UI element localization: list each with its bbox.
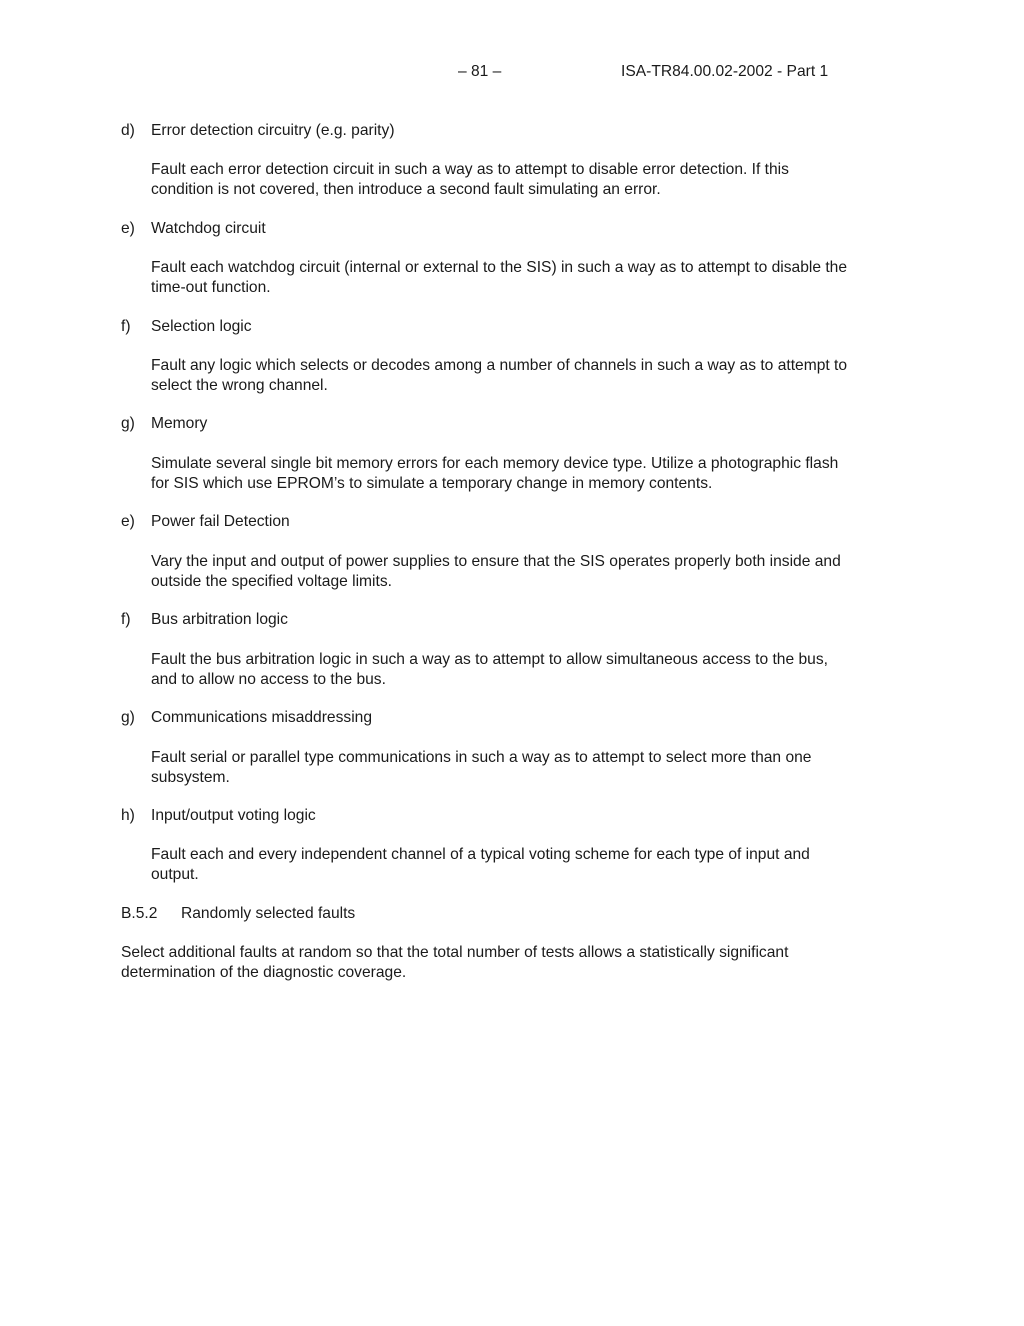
item-body-line: Fault each and every independent channel of a typical voting scheme for each type of input and xyxy=(151,846,810,863)
item-title: Error detection circuitry (e.g. parity) xyxy=(151,122,395,139)
item-body-line: Fault any logic which selects or decodes among a number of channels in such a way as to attempt to xyxy=(151,357,848,374)
item-body-line: outside the specified voltage limits. xyxy=(151,572,392,590)
item-body xyxy=(151,258,911,297)
item-label: g) xyxy=(121,709,135,726)
item-label: f) xyxy=(121,611,131,628)
item-title: Communications misaddressing xyxy=(151,709,373,726)
item-body-line: Fault each watchdog circuit (internal or external to the SIS) in such a way as to attempt to disable the xyxy=(151,259,848,276)
item-body-line: and to allow no access to the bus. xyxy=(151,670,386,688)
item-label: f) xyxy=(121,318,131,335)
item-label: e) xyxy=(121,220,135,237)
item-title: Input/output voting logic xyxy=(151,807,316,824)
item-body xyxy=(151,845,911,884)
item-body xyxy=(151,356,911,395)
item-body-line: Vary the input and output of power supplies to ensure that the SIS operates properly both inside and xyxy=(151,553,841,570)
section-body-line: Select additional faults at random so that the total number of tests allows a statistically significant xyxy=(121,944,789,961)
item-body-line: time-out function. xyxy=(151,278,271,296)
item-body-line: Fault the bus arbitration logic in such a way as to attempt to allow simultaneous access to the bus, xyxy=(151,651,828,668)
item-body-line: select the wrong channel. xyxy=(151,376,328,394)
item-body-line: Simulate several single bit memory errors for each memory device type. Utilize a photographic flash xyxy=(151,455,839,472)
section-number: B.5.2 xyxy=(121,905,158,922)
section-body-line: determination of the diagnostic coverage. xyxy=(121,963,407,981)
item-label: e) xyxy=(121,513,135,530)
item-body-line: Fault each error detection circuit in such a way as to attempt to disable error detection. If this xyxy=(151,161,789,178)
item-title: Selection logic xyxy=(151,318,252,335)
page-number: – 81 – xyxy=(458,63,502,80)
item-body-line: Fault serial or parallel type communications in such a way as to attempt to select more than one xyxy=(151,749,812,766)
item-body-line: condition is not covered, then introduce a second fault simulating an error. xyxy=(151,180,661,198)
section-title: Randomly selected faults xyxy=(181,905,356,922)
item-label: h) xyxy=(121,807,135,824)
item-body-line: subsystem. xyxy=(151,768,230,786)
item-title: Watchdog circuit xyxy=(151,220,266,237)
item-body-line: output. xyxy=(151,865,199,883)
section-body xyxy=(121,943,881,982)
item-title: Bus arbitration logic xyxy=(151,611,288,628)
item-body-line: for SIS which use EPROM’s to simulate a temporary change in memory contents. xyxy=(151,474,713,492)
item-body xyxy=(151,160,911,199)
item-body xyxy=(151,454,911,493)
item-title: Memory xyxy=(151,415,208,432)
item-label: d) xyxy=(121,122,135,139)
item-body xyxy=(151,552,911,591)
item-title: Power fail Detection xyxy=(151,513,290,530)
item-body xyxy=(151,650,911,689)
document-id: ISA-TR84.00.02-2002 - Part 1 xyxy=(621,63,829,80)
item-label: g) xyxy=(121,415,135,432)
item-body xyxy=(151,748,911,787)
